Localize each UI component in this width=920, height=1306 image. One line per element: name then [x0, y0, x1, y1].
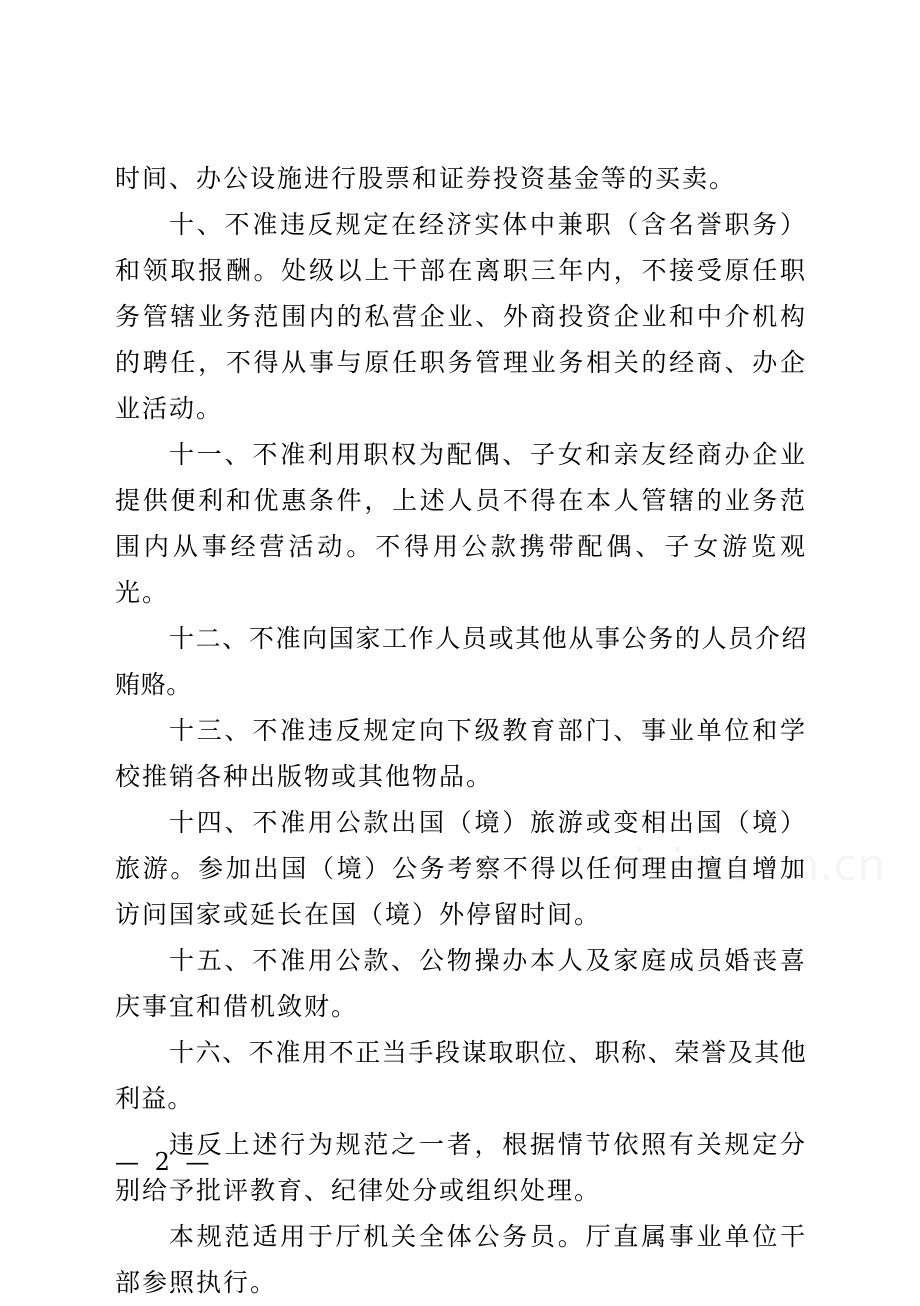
document-body: [115, 156, 807, 1306]
paragraph-item-14: 十四、不准用公款出国（境）旅游或变相出国（境）旅游。参加出国（境）公务考察不得以任何理由擅自增加访问国家或延长在国（境）外停留时间。: [115, 808, 807, 929]
paragraph-item-15: 十五、不准用公款、公物操办本人及家庭成员婚丧喜庆事宜和借机敛财。: [115, 946, 807, 1021]
paragraph-scope: 本规范适用于厅机关全体公务员。厅直属事业单位干部参照执行。: [115, 1222, 807, 1297]
paragraph-item-13: 十三、不准违反规定向下级教育部门、事业单位和学校推销各种出版物或其他物品。: [115, 716, 807, 791]
paragraph-item-12: 十二、不准向国家工作人员或其他从事公务的人员介绍贿赂。: [115, 624, 807, 699]
paragraph-penalty: 违反上述行为规范之一者，根据情节依照有关规定分别给予批评教育、纪律处分或组织处理。: [115, 1130, 807, 1205]
page-number: — 2 —: [115, 1148, 214, 1176]
paragraph-item-16: 十六、不准用不正当手段谋取职位、职称、荣誉及其他利益。: [115, 1038, 807, 1113]
paragraph-item-10: 十、不准违反规定在经济实体中兼职（含名誉职务）和领取报酬。处级以上干部在离职三年内，不接受原任职务管辖业务范围内的私营企业、外商投资企业和中介机构的聘任，不得从事与原任职务管理业务相关的经商、办企业活动。: [115, 210, 807, 423]
paragraph-item-11: 十一、不准利用职权为配偶、子女和亲友经商办企业提供便利和优惠条件，上述人员不得在本人管辖的业务范围内从事经营活动。不得用公款携带配偶、子女游览观光。: [115, 440, 807, 607]
paragraph-continuation: 时间、办公设施进行股票和证券投资基金等的买卖。: [115, 164, 737, 193]
